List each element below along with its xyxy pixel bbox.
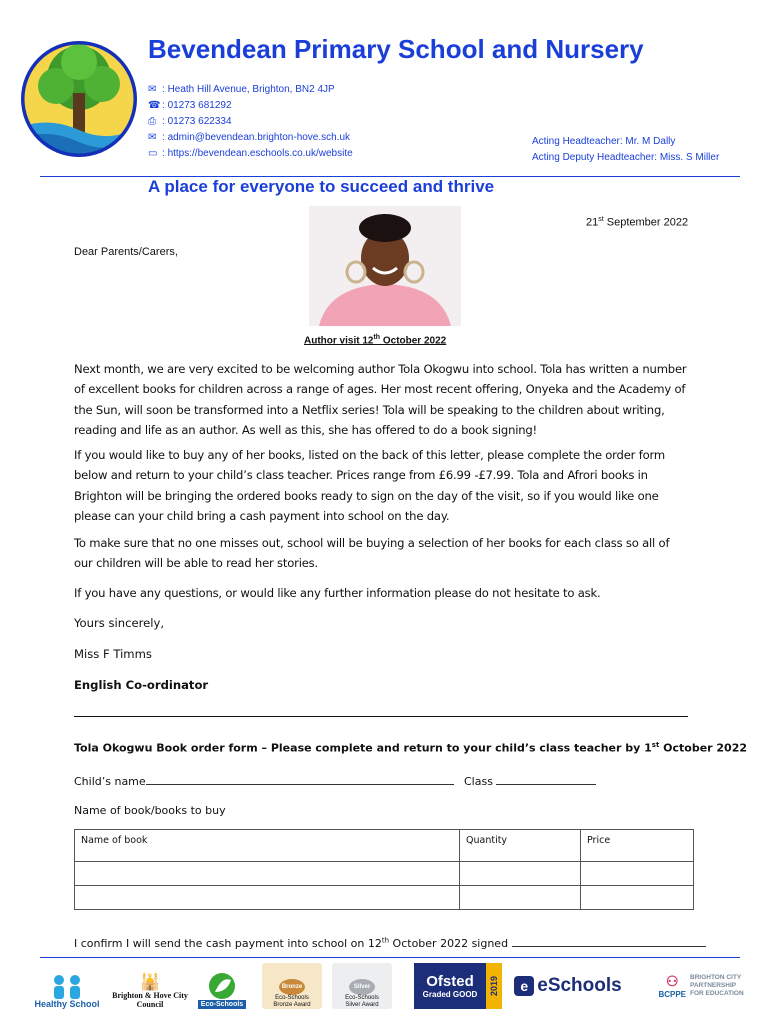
class-blank[interactable] [496, 774, 596, 785]
eschools-logo: e eSchools [510, 963, 626, 1009]
paragraph-questions: If you have any questions, or would like any further information please do not hesitate to ask. [74, 586, 601, 600]
web-icon: ▭ [148, 148, 158, 159]
address-line: ✉ : Heath Hill Avenue, Brighton, BN2 4JP [148, 84, 335, 95]
price-cell[interactable] [581, 862, 694, 886]
healthy-school-logo: Healthy School [28, 963, 106, 1009]
author-photo [309, 206, 461, 326]
fax-text: 01273 622334 [167, 116, 232, 127]
col-quantity: Quantity [460, 830, 581, 862]
headteacher: Acting Headteacher: Mr. M Dally [532, 136, 676, 147]
fax-icon: ⎙ [148, 116, 156, 127]
footer-divider [40, 957, 740, 958]
eco-schools-logo: Eco-Schools [196, 963, 248, 1009]
bcppe-figures-icon: ⚇ [665, 973, 679, 989]
bcppe-logo: ⚇ BCPPE BRIGHTON CITY PARTNERSHIP FOR EDUCATION [658, 973, 744, 999]
pavilion-icon: 🕌 [140, 974, 160, 991]
cut-line [74, 716, 688, 717]
signature-blank[interactable] [512, 936, 706, 947]
col-price: Price [581, 830, 694, 862]
paragraph-intro: Next month, we are very excited to be welcoming author Tola Okogwu into school. Tola has written a number of excellent books for children across a range of ages. Her most recent offering, Onyeka and the Academy of the Sun, will soon be transformed into a Netflix series! Tola will be speaking to the children about writing, reading and life as an author. As well as this, she has offered to do a book signing! [74, 362, 687, 438]
email-icon: ✉ [148, 132, 157, 143]
paragraph-class-books: To make sure that no one misses out, school will be buying a selection of her books for each class so all of our children will be able to read her stories. [74, 536, 670, 571]
greeting: Dear Parents/Carers, [74, 246, 178, 258]
class-field[interactable] [464, 774, 596, 788]
letter-date: 21st September 2022 [586, 216, 689, 229]
book-name-cell[interactable] [75, 886, 460, 910]
confirm-statement: I confirm I will send the cash payment into school on 12th October 2022 signed [74, 936, 706, 950]
paragraph-order: If you would like to buy any of her books, listed on the back of this letter, please complete the order form below and return to your child’s class teacher. Prices range from £6.99 -£7.99. Tola and Afrori books in Brighton will be bringing the ordered books ready to sign on the day of the visit, so if you would like one please can your child bring a cash payment into school on the day. [74, 448, 665, 524]
school-motto: A place for everyone to succeed and thrive [148, 177, 495, 196]
silver-medal-icon: Silver [349, 979, 375, 995]
eco-silver-award-logo: Silver Eco-Schools Silver Award [332, 963, 392, 1009]
child-name-blank[interactable] [146, 774, 454, 785]
council-logo: 🕌 Brighton & Hove City Council [112, 974, 188, 1009]
phone-icon: ☎ [148, 100, 161, 111]
signatory-role: English Co-ordinator [74, 678, 209, 692]
address-text: Heath Hill Avenue, Brighton, BN2 4JP [167, 84, 335, 95]
quantity-cell[interactable] [460, 886, 581, 910]
ofsted-logo: Ofsted Graded GOOD 2019 [414, 963, 502, 1009]
photo-caption: Author visit 12th October 2022 [304, 334, 447, 347]
book-name-cell[interactable] [75, 862, 460, 886]
table-row[interactable] [75, 886, 694, 910]
healthy-school-figures-icon [47, 973, 87, 999]
price-cell[interactable] [581, 886, 694, 910]
fax-line: ⎙ : 01273 622334 [148, 116, 232, 127]
email-link[interactable]: admin@bevendean.brighton-hove.sch.uk [167, 132, 351, 143]
eco-bronze-award-logo: Bronze Eco-Schools Bronze Award [262, 963, 322, 1009]
order-table [74, 829, 694, 910]
website-line: ▭ : https://bevendean.eschools.co.uk/website [148, 148, 353, 159]
order-form-title: Tola Okogwu Book order form – Please complete and return to your child’s class teacher by 1st October 2022 [74, 741, 748, 755]
bronze-medal-icon: Bronze [279, 979, 305, 995]
eschools-e-icon: e [514, 976, 534, 996]
eco-leaf-icon [205, 972, 239, 1000]
phone-line: ☎ : 01273 681292 [148, 100, 232, 111]
signatory: Miss F Timms [74, 647, 152, 661]
table-header-row [75, 830, 694, 862]
closing: Yours sincerely, [74, 616, 165, 630]
child-name-field[interactable] [74, 774, 454, 788]
school-logo [18, 38, 140, 160]
phone-text: 01273 681292 [167, 100, 232, 111]
books-label: Name of book/books to buy [74, 804, 226, 817]
quantity-cell[interactable] [460, 862, 581, 886]
school-name: Bevendean Primary School and Nursery [148, 34, 644, 64]
envelope-icon: ✉ [148, 84, 157, 95]
website-link[interactable]: https://bevendean.eschools.co.uk/website [167, 148, 353, 159]
class-label: Class [464, 775, 493, 788]
table-row[interactable] [75, 862, 694, 886]
email-line: ✉ : admin@bevendean.brighton-hove.sch.uk [148, 132, 351, 143]
deputy-headteacher: Acting Deputy Headteacher: Miss. S Miller [532, 152, 720, 163]
col-name-of-book: Name of book [75, 830, 460, 862]
child-name-label: Child’s name [74, 775, 146, 788]
